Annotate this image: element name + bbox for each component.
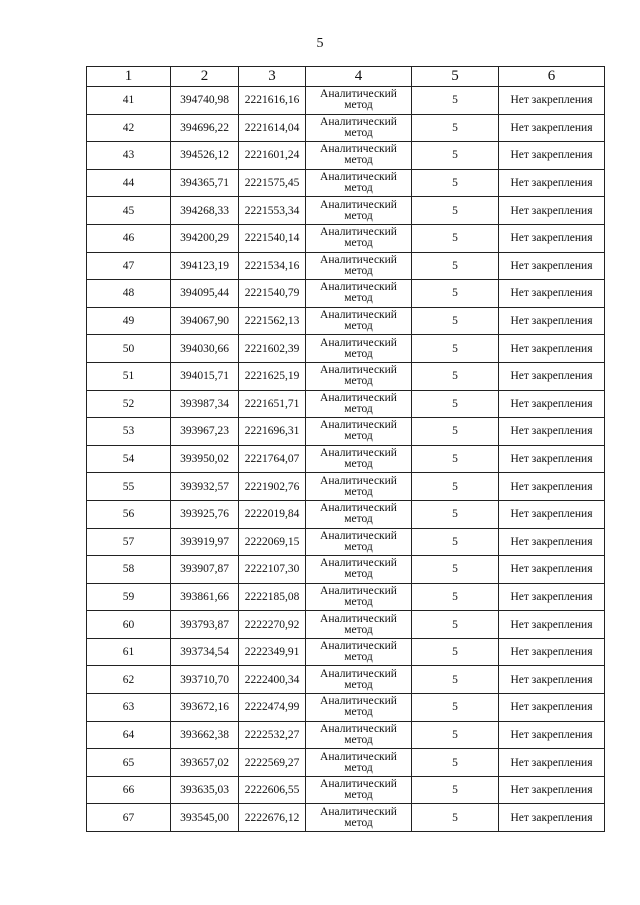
x-coordinate-cell: 393919,97 (171, 528, 239, 556)
table-row (87, 418, 605, 446)
y-coordinate-cell: 2222606,55 (239, 776, 306, 804)
point-number-cell: 53 (87, 418, 171, 446)
point-number-cell: 56 (87, 500, 171, 528)
x-coordinate-cell: 393967,23 (171, 418, 239, 446)
method-cell (306, 362, 412, 390)
accuracy-cell: 5 (412, 169, 499, 197)
x-coordinate-cell: 393987,34 (171, 390, 239, 418)
accuracy-cell: 5 (412, 280, 499, 308)
method-line-1: Аналитический (320, 171, 397, 184)
accuracy-cell: 5 (412, 583, 499, 611)
x-coordinate-cell: 393950,02 (171, 445, 239, 473)
method-cell (306, 252, 412, 280)
x-coordinate-cell: 393932,57 (171, 473, 239, 501)
fixation-cell: Нет закрепления (499, 390, 605, 418)
header-cell-2: 2 (171, 67, 239, 87)
x-coordinate-cell: 393545,00 (171, 804, 239, 832)
method-cell (306, 749, 412, 777)
method-cell (306, 694, 412, 722)
x-coordinate-cell: 394268,33 (171, 197, 239, 225)
y-coordinate-cell: 2221902,76 (239, 473, 306, 501)
x-coordinate-cell: 393734,54 (171, 638, 239, 666)
accuracy-cell: 5 (412, 114, 499, 142)
table-row (87, 390, 605, 418)
method-line-2: метод (344, 595, 373, 608)
table-row (87, 87, 605, 115)
fixation-cell: Нет закрепления (499, 583, 605, 611)
fixation-cell: Нет закрепления (499, 280, 605, 308)
method-cell (306, 418, 412, 446)
fixation-cell: Нет закрепления (499, 638, 605, 666)
table-row (87, 721, 605, 749)
method-line-2: метод (344, 540, 373, 553)
y-coordinate-cell: 2221540,14 (239, 224, 306, 252)
method-line-2: метод (344, 568, 373, 581)
point-number-cell: 43 (87, 142, 171, 170)
method-cell (306, 556, 412, 584)
y-coordinate-cell: 2222532,27 (239, 721, 306, 749)
y-coordinate-cell: 2222270,92 (239, 611, 306, 639)
accuracy-cell: 5 (412, 224, 499, 252)
accuracy-cell: 5 (412, 556, 499, 584)
method-line-2: метод (344, 706, 373, 719)
method-cell (306, 307, 412, 335)
x-coordinate-cell: 394067,90 (171, 307, 239, 335)
method-line-2: метод (344, 651, 373, 664)
method-line-1: Аналитический (320, 419, 397, 432)
method-line-1: Аналитический (320, 640, 397, 653)
method-line-2: метод (344, 99, 373, 112)
method-cell (306, 335, 412, 363)
method-line-1: Аналитический (320, 502, 397, 515)
table-row (87, 500, 605, 528)
accuracy-cell: 5 (412, 528, 499, 556)
table-row (87, 252, 605, 280)
x-coordinate-cell: 393710,70 (171, 666, 239, 694)
accuracy-cell: 5 (412, 611, 499, 639)
accuracy-cell: 5 (412, 252, 499, 280)
y-coordinate-cell: 2222019,84 (239, 500, 306, 528)
point-number-cell: 47 (87, 252, 171, 280)
table-row (87, 804, 605, 832)
x-coordinate-cell: 394365,71 (171, 169, 239, 197)
accuracy-cell: 5 (412, 721, 499, 749)
method-cell (306, 224, 412, 252)
method-cell (306, 142, 412, 170)
method-cell (306, 169, 412, 197)
x-coordinate-cell: 394095,44 (171, 280, 239, 308)
fixation-cell: Нет закрепления (499, 776, 605, 804)
y-coordinate-cell: 2222107,30 (239, 556, 306, 584)
point-number-cell: 59 (87, 583, 171, 611)
point-number-cell: 55 (87, 473, 171, 501)
fixation-cell: Нет закрепления (499, 169, 605, 197)
y-coordinate-cell: 2221764,07 (239, 445, 306, 473)
fixation-cell: Нет закрепления (499, 87, 605, 115)
method-line-2: метод (344, 678, 373, 691)
page-number: 5 (316, 36, 324, 51)
method-cell (306, 114, 412, 142)
x-coordinate-cell: 393635,03 (171, 776, 239, 804)
method-line-2: метод (344, 623, 373, 636)
table-row (87, 445, 605, 473)
point-number-cell: 48 (87, 280, 171, 308)
fixation-cell: Нет закрепления (499, 252, 605, 280)
x-coordinate-cell: 394200,29 (171, 224, 239, 252)
table-row (87, 197, 605, 225)
x-coordinate-cell: 394123,19 (171, 252, 239, 280)
fixation-cell: Нет закрепления (499, 418, 605, 446)
y-coordinate-cell: 2221601,24 (239, 142, 306, 170)
point-number-cell: 57 (87, 528, 171, 556)
method-line-2: метод (344, 126, 373, 139)
method-cell (306, 721, 412, 749)
method-cell (306, 87, 412, 115)
point-number-cell: 65 (87, 749, 171, 777)
table-row (87, 307, 605, 335)
fixation-cell: Нет закрепления (499, 335, 605, 363)
method-line-1: Аналитический (320, 474, 397, 487)
y-coordinate-cell: 2222069,15 (239, 528, 306, 556)
method-line-1: Аналитический (320, 612, 397, 625)
table-row (87, 224, 605, 252)
fixation-cell: Нет закрепления (499, 804, 605, 832)
method-line-1: Аналитический (320, 805, 397, 818)
accuracy-cell: 5 (412, 694, 499, 722)
point-number-cell: 42 (87, 114, 171, 142)
point-number-cell: 44 (87, 169, 171, 197)
y-coordinate-cell: 2221614,04 (239, 114, 306, 142)
y-coordinate-cell: 2221602,39 (239, 335, 306, 363)
table-row (87, 142, 605, 170)
table-row (87, 280, 605, 308)
fixation-cell: Нет закрепления (499, 307, 605, 335)
fixation-cell: Нет закрепления (499, 500, 605, 528)
header-cell-4: 4 (306, 67, 412, 87)
y-coordinate-cell: 2221534,16 (239, 252, 306, 280)
method-line-2: метод (344, 458, 373, 471)
method-line-1: Аналитический (320, 336, 397, 349)
x-coordinate-cell: 394015,71 (171, 362, 239, 390)
table-row (87, 362, 605, 390)
method-cell (306, 280, 412, 308)
x-coordinate-cell: 393657,02 (171, 749, 239, 777)
accuracy-cell: 5 (412, 500, 499, 528)
fixation-cell: Нет закрепления (499, 197, 605, 225)
method-line-2: метод (344, 816, 373, 829)
y-coordinate-cell: 2222474,99 (239, 694, 306, 722)
method-line-1: Аналитический (320, 281, 397, 294)
table-row (87, 749, 605, 777)
point-number-cell: 52 (87, 390, 171, 418)
fixation-cell: Нет закрепления (499, 114, 605, 142)
method-line-2: метод (344, 209, 373, 222)
header-row (87, 67, 605, 87)
accuracy-cell: 5 (412, 390, 499, 418)
method-line-2: метод (344, 182, 373, 195)
method-line-1: Аналитический (320, 143, 397, 156)
accuracy-cell: 5 (412, 804, 499, 832)
method-line-2: метод (344, 402, 373, 415)
table-row (87, 638, 605, 666)
header-cell-3: 3 (239, 67, 306, 87)
method-line-1: Аналитический (320, 778, 397, 791)
method-line-2: метод (344, 320, 373, 333)
point-number-cell: 45 (87, 197, 171, 225)
x-coordinate-cell: 393662,38 (171, 721, 239, 749)
table-header (87, 67, 605, 87)
fixation-cell: Нет закрепления (499, 528, 605, 556)
method-line-1: Аналитический (320, 198, 397, 211)
accuracy-cell: 5 (412, 197, 499, 225)
y-coordinate-cell: 2222400,34 (239, 666, 306, 694)
y-coordinate-cell: 2221562,13 (239, 307, 306, 335)
accuracy-cell: 5 (412, 142, 499, 170)
table-row (87, 776, 605, 804)
method-line-1: Аналитический (320, 364, 397, 377)
method-cell (306, 473, 412, 501)
accuracy-cell: 5 (412, 418, 499, 446)
method-cell (306, 583, 412, 611)
y-coordinate-cell: 2222569,27 (239, 749, 306, 777)
x-coordinate-cell: 394696,22 (171, 114, 239, 142)
x-coordinate-cell: 394526,12 (171, 142, 239, 170)
method-line-1: Аналитический (320, 309, 397, 322)
y-coordinate-cell: 2222349,91 (239, 638, 306, 666)
y-coordinate-cell: 2222676,12 (239, 804, 306, 832)
method-cell (306, 804, 412, 832)
accuracy-cell: 5 (412, 473, 499, 501)
point-number-cell: 41 (87, 87, 171, 115)
y-coordinate-cell: 2221616,16 (239, 87, 306, 115)
method-line-2: метод (344, 154, 373, 167)
accuracy-cell: 5 (412, 307, 499, 335)
point-number-cell: 50 (87, 335, 171, 363)
table-row (87, 169, 605, 197)
fixation-cell: Нет закрепления (499, 666, 605, 694)
method-line-1: Аналитический (320, 253, 397, 266)
point-number-cell: 49 (87, 307, 171, 335)
fixation-cell: Нет закрепления (499, 445, 605, 473)
fixation-cell: Нет закрепления (499, 749, 605, 777)
method-line-2: метод (344, 264, 373, 277)
method-cell (306, 197, 412, 225)
point-number-cell: 62 (87, 666, 171, 694)
point-number-cell: 46 (87, 224, 171, 252)
fixation-cell: Нет закрепления (499, 556, 605, 584)
method-cell (306, 776, 412, 804)
coordinates-table (86, 66, 605, 832)
method-cell (306, 611, 412, 639)
x-coordinate-cell: 394030,66 (171, 335, 239, 363)
x-coordinate-cell: 393907,87 (171, 556, 239, 584)
x-coordinate-cell: 393672,16 (171, 694, 239, 722)
fixation-cell: Нет закрепления (499, 362, 605, 390)
point-number-cell: 60 (87, 611, 171, 639)
method-cell (306, 666, 412, 694)
fixation-cell: Нет закрепления (499, 142, 605, 170)
fixation-cell: Нет закрепления (499, 224, 605, 252)
accuracy-cell: 5 (412, 638, 499, 666)
table-row (87, 528, 605, 556)
y-coordinate-cell: 2221651,71 (239, 390, 306, 418)
accuracy-cell: 5 (412, 666, 499, 694)
fixation-cell: Нет закрепления (499, 721, 605, 749)
method-line-1: Аналитический (320, 584, 397, 597)
method-cell (306, 390, 412, 418)
method-line-1: Аналитический (320, 750, 397, 763)
y-coordinate-cell: 2221540,79 (239, 280, 306, 308)
method-line-2: метод (344, 430, 373, 443)
method-cell (306, 500, 412, 528)
accuracy-cell: 5 (412, 776, 499, 804)
point-number-cell: 61 (87, 638, 171, 666)
method-cell (306, 445, 412, 473)
accuracy-cell: 5 (412, 749, 499, 777)
method-line-1: Аналитический (320, 115, 397, 128)
table-row (87, 335, 605, 363)
table-row (87, 114, 605, 142)
header-cell-5: 5 (412, 67, 499, 87)
method-line-2: метод (344, 292, 373, 305)
y-coordinate-cell: 2221696,31 (239, 418, 306, 446)
header-cell-6: 6 (499, 67, 605, 87)
fixation-cell: Нет закрепления (499, 694, 605, 722)
y-coordinate-cell: 2222185,08 (239, 583, 306, 611)
header-cell-1: 1 (87, 67, 171, 87)
table-row (87, 473, 605, 501)
accuracy-cell: 5 (412, 362, 499, 390)
method-line-2: метод (344, 761, 373, 774)
method-line-2: метод (344, 513, 373, 526)
table-body (87, 87, 605, 832)
accuracy-cell: 5 (412, 335, 499, 363)
point-number-cell: 54 (87, 445, 171, 473)
x-coordinate-cell: 393793,87 (171, 611, 239, 639)
method-line-1: Аналитический (320, 557, 397, 570)
y-coordinate-cell: 2221625,19 (239, 362, 306, 390)
fixation-cell: Нет закрепления (499, 473, 605, 501)
x-coordinate-cell: 393925,76 (171, 500, 239, 528)
table-row (87, 611, 605, 639)
method-line-1: Аналитический (320, 447, 397, 460)
table-row (87, 583, 605, 611)
method-line-2: метод (344, 237, 373, 250)
method-line-1: Аналитический (320, 695, 397, 708)
method-line-2: метод (344, 375, 373, 388)
table-row (87, 666, 605, 694)
point-number-cell: 64 (87, 721, 171, 749)
point-number-cell: 67 (87, 804, 171, 832)
method-line-2: метод (344, 733, 373, 746)
table-row (87, 694, 605, 722)
method-line-1: Аналитический (320, 226, 397, 239)
method-line-1: Аналитический (320, 529, 397, 542)
y-coordinate-cell: 2221553,34 (239, 197, 306, 225)
method-line-1: Аналитический (320, 88, 397, 101)
method-line-2: метод (344, 485, 373, 498)
method-cell (306, 528, 412, 556)
accuracy-cell: 5 (412, 445, 499, 473)
method-cell (306, 638, 412, 666)
point-number-cell: 58 (87, 556, 171, 584)
point-number-cell: 51 (87, 362, 171, 390)
point-number-cell: 63 (87, 694, 171, 722)
method-line-1: Аналитический (320, 722, 397, 735)
x-coordinate-cell: 393861,66 (171, 583, 239, 611)
fixation-cell: Нет закрепления (499, 611, 605, 639)
method-line-1: Аналитический (320, 391, 397, 404)
table-row (87, 556, 605, 584)
method-line-2: метод (344, 347, 373, 360)
point-number-cell: 66 (87, 776, 171, 804)
x-coordinate-cell: 394740,98 (171, 87, 239, 115)
method-line-2: метод (344, 789, 373, 802)
method-line-1: Аналитический (320, 667, 397, 680)
y-coordinate-cell: 2221575,45 (239, 169, 306, 197)
accuracy-cell: 5 (412, 87, 499, 115)
